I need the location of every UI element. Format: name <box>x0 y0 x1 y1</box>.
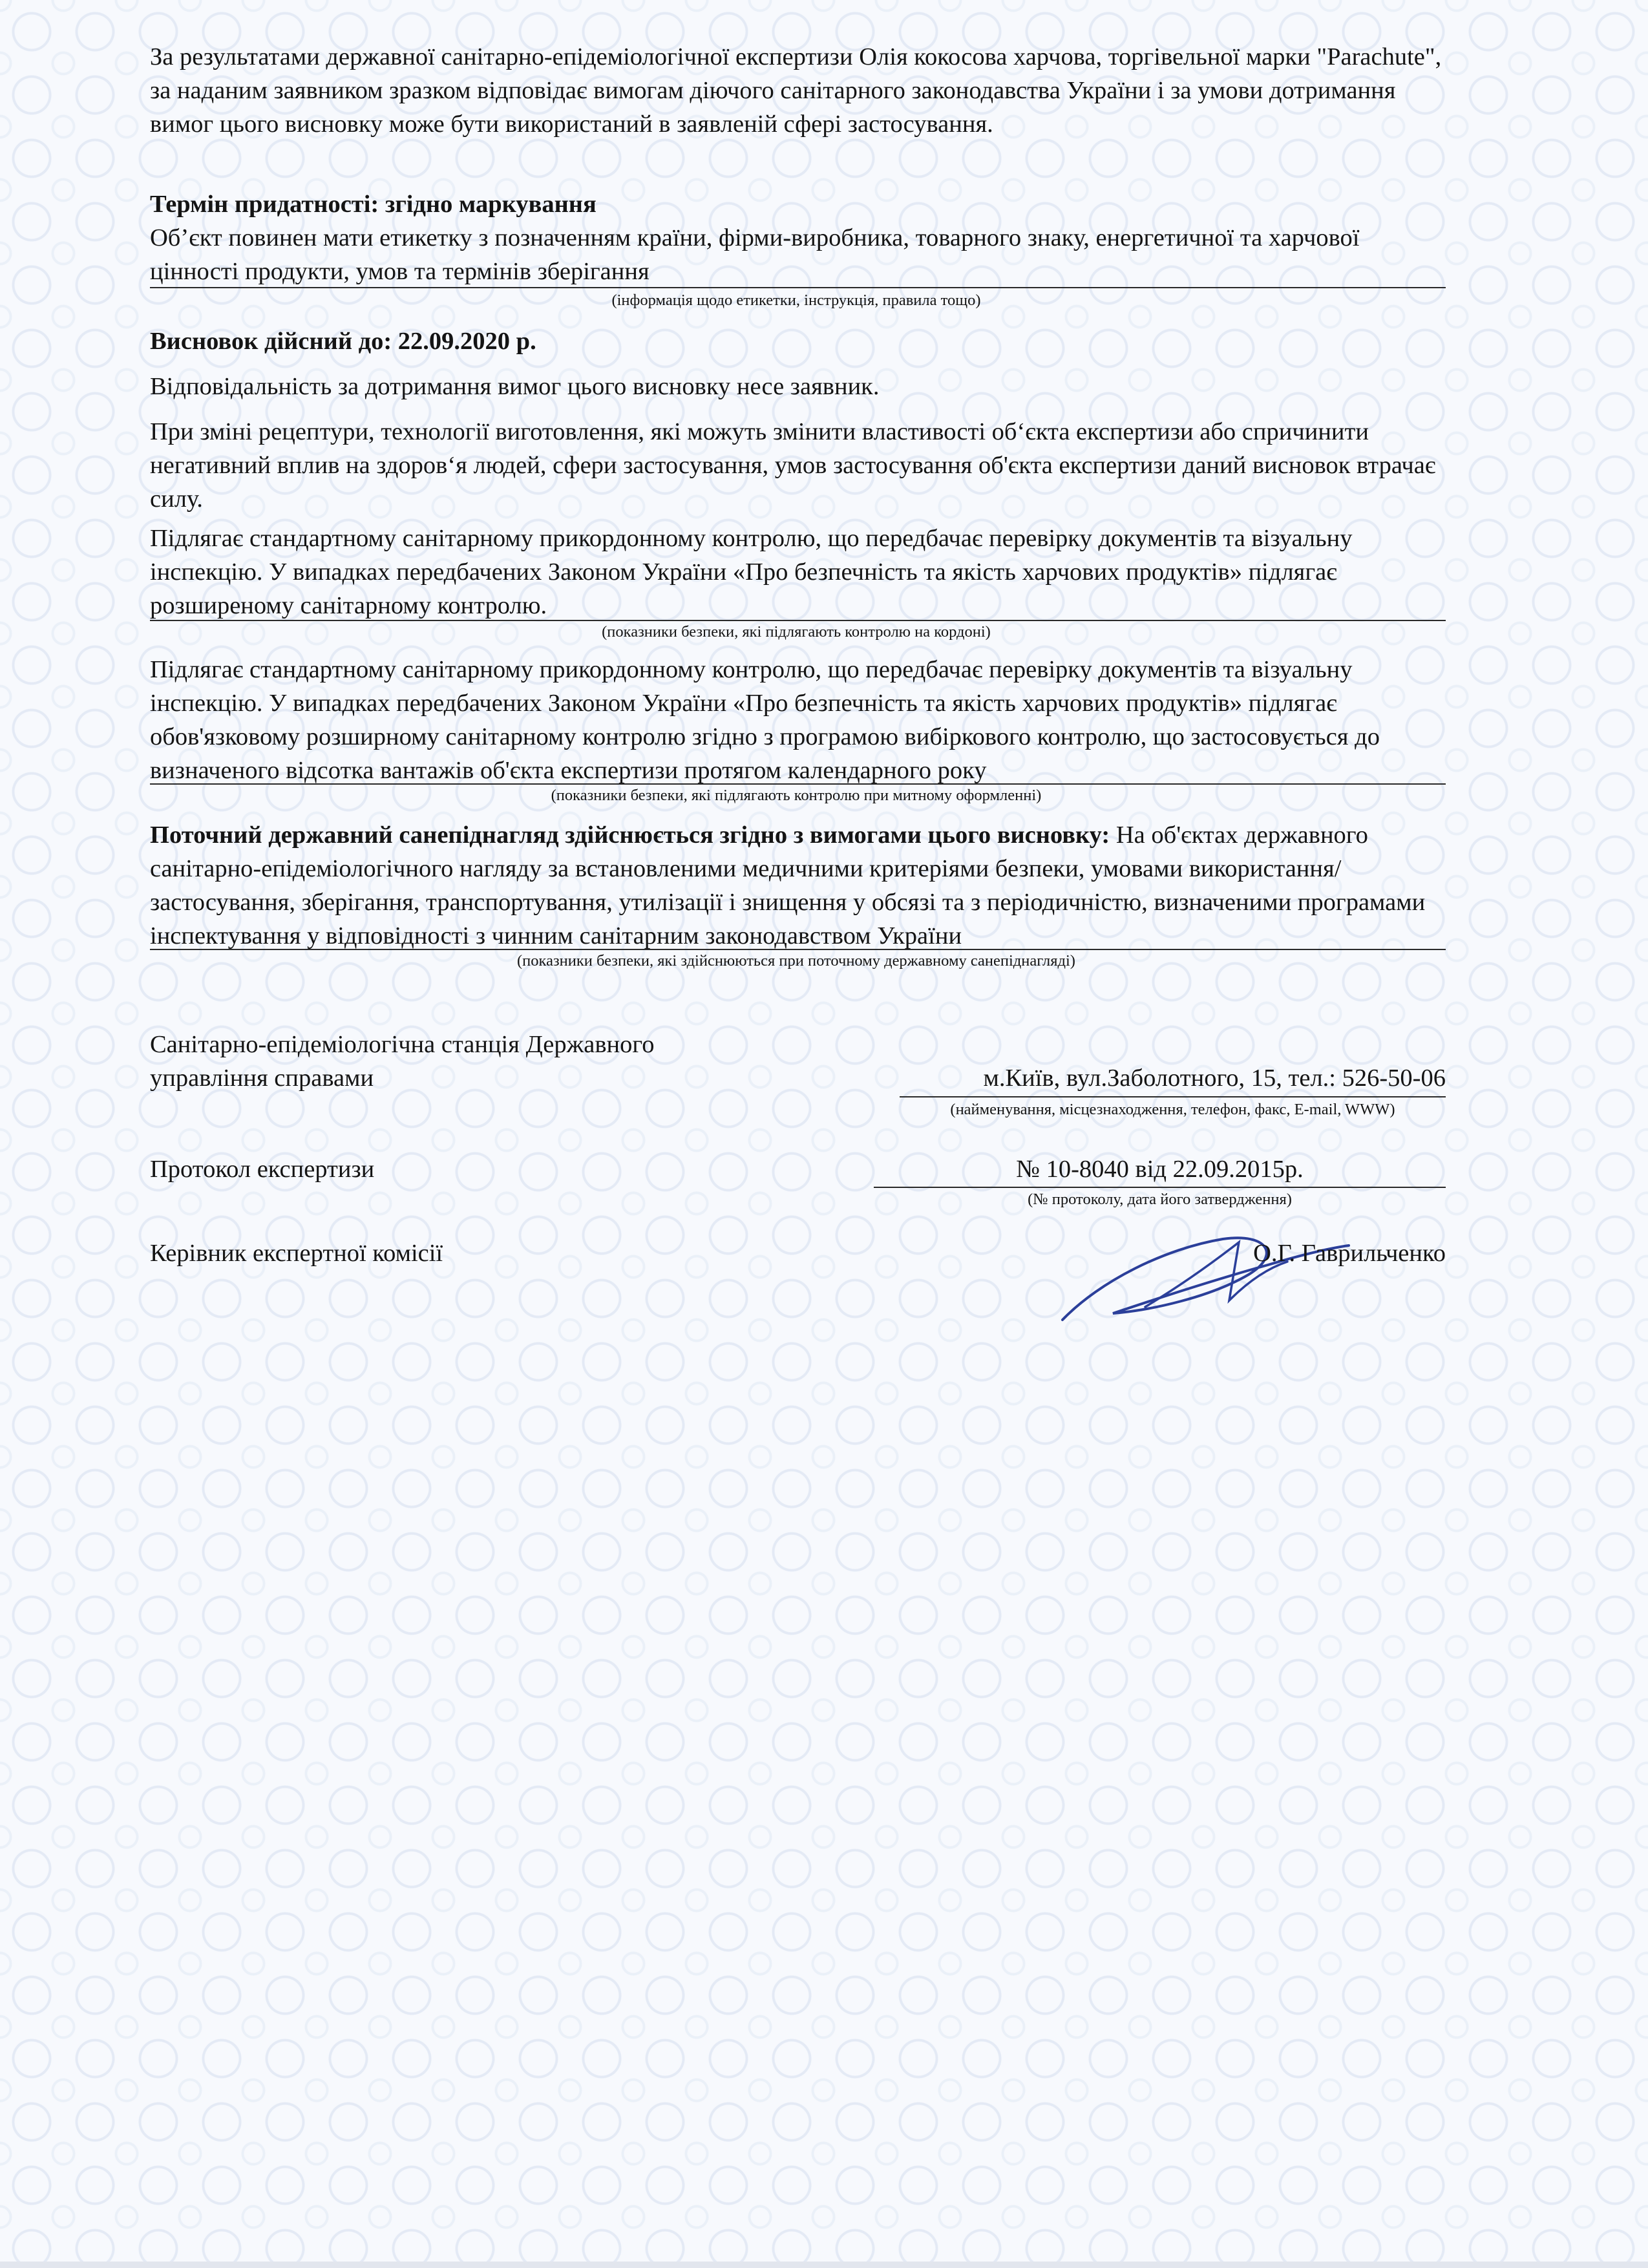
supervision-paragraph <box>150 818 1446 953</box>
station-underline <box>900 1096 1446 1097</box>
customs-control-underline <box>150 783 1446 785</box>
protocol-label: Протокол експертизи <box>150 1156 375 1183</box>
station-name-line2: управління справами <box>150 1065 374 1092</box>
shelf-life-heading: Термін придатності: згідно маркування <box>150 191 597 218</box>
page-bottom-edge <box>0 2262 1648 2268</box>
protocol-underline <box>874 1187 1446 1188</box>
supervision-caption: (показники безпеки, які здійснюються при поточному державному санепіднагляді) <box>517 952 1075 970</box>
border-control-caption: (показники безпеки, які підлягають контролю на кордоні) <box>602 623 991 641</box>
commission-label: Керівник експертної комісії <box>150 1240 443 1267</box>
recipe-change-text: При зміні рецептури, технології виготовлення, які можуть змінити властивості об‘єкта експертизи або спричинити негативний вплив на здоров‘я людей, сфери застосування, умов застосування об'єкта експертизи даний висновок втрачає силу. <box>150 418 1436 513</box>
station-caption: (найменування, місцезнаходження, телефон, факс, E-mail, WWW) <box>950 1101 1395 1118</box>
label-requirements-underline <box>150 287 1446 288</box>
label-requirements-caption: (інформація щодо етикетки, інструкція, правила тощо) <box>611 291 981 309</box>
supervision-heading: Поточний державний санепіднагляд здійснюється згідно з вимогами цього висновку: <box>150 821 1110 849</box>
station-address: м.Київ, вул.Заболотного, 15, тел.: 526-50-06 <box>983 1065 1446 1092</box>
supervision-underline <box>150 949 1446 950</box>
signature-scribble <box>1055 1203 1358 1339</box>
protocol-value: № 10-8040 від 22.09.2015р. <box>1016 1156 1304 1183</box>
validity-date: Висновок дійсний до: 22.09.2020 р. <box>150 328 536 355</box>
intro-paragraph: За результатами державної санітарно-епідеміологічної експертизи Олія кокосова харчова, торгівельної марки "Parachute", за наданим заявником зразком відповідає вимогам діючого санітарного законодавства України і за умови дотримання вимог цього висновку може бути використаний в заявленій сфері застосування. <box>150 43 1442 138</box>
border-control-text: Підлягає стандартному санітарному прикордонному контролю, що передбачає перевірку документів та візуальну інспекцію. У випадках передбачених Законом України «Про безпечність та якість харчових продуктів» підлягає розширеному санітарному контролю. <box>150 525 1353 619</box>
border-control-underline <box>150 620 1446 621</box>
commission-signer: О.Г. Гаврильченко <box>1253 1240 1446 1267</box>
protocol-caption: (№ протоколу, дата його затвердження) <box>1028 1191 1292 1208</box>
customs-control-text: Підлягає стандартному санітарному прикордонному контролю, що передбачає перевірку документів та візуальну інспекцію. У випадках передбачених Законом України «Про безпечність та якість харчових продуктів» підлягає обов'язковому розширному санітарному контролю згідно з програмою вибіркового контролю, що застосовується до визначеного відсотка вантажів об'єкта експертизи протягом календарного року <box>150 656 1380 784</box>
responsibility-text: Відповідальність за дотримання вимог цього висновку несе заявник. <box>150 373 880 400</box>
label-requirements-text: Об’єкт повинен мати етикетку з позначенням країни, фірми-виробника, товарного знаку, енергетичної та харчової цінності продукти, умов та термінів зберігання <box>150 224 1360 285</box>
supervision-text: На об'єктах державного санітарно-епідеміологічного нагляду за встановленими медичними критеріями безпеки, умовами використання/застосування, зберігання, транспортування, утилізації і знищення у обсязі та з періодичністю, визначеними програмами інспектування у відповідності з чинним санітарним законодавством України <box>150 821 1426 949</box>
customs-control-caption: (показники безпеки, які підлягають контролю при митному оформленні) <box>551 787 1042 804</box>
station-name-line1: Санітарно-епідеміологічна станція Державного <box>150 1031 655 1058</box>
